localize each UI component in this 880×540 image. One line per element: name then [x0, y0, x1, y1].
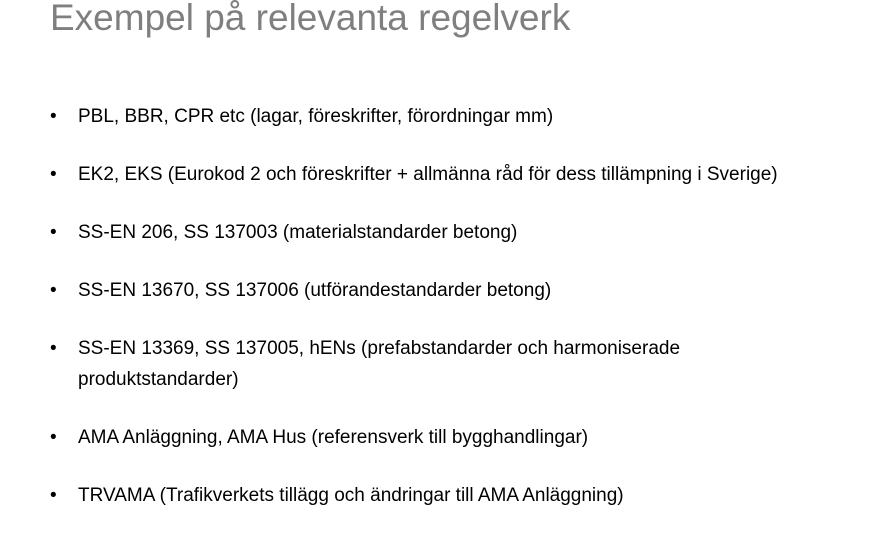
bullet-list [50, 101, 840, 538]
list-item [50, 422, 840, 453]
list-item-text: AMA Anläggning, AMA Hus (referensverk till bygghandlingar) [78, 427, 589, 448]
bullet-icon: • [50, 280, 57, 301]
bullet-icon: • [50, 338, 57, 359]
list-item-text: SS-EN 206, SS 137003 (materialstandarder betong) [78, 222, 518, 243]
bullet-icon: • [50, 222, 57, 243]
bullet-icon: • [50, 427, 57, 448]
bullet-icon: • [50, 485, 57, 506]
list-item-text: EK2, EKS (Eurokod 2 och föreskrifter + allmänna råd för dess tillämpning i Sverige) [78, 164, 778, 185]
bullet-icon: • [50, 164, 57, 185]
list-item-text: SS-EN 13670, SS 137006 (utförandestandarder betong) [78, 280, 552, 301]
list-item [50, 333, 840, 395]
list-item [50, 275, 840, 306]
list-item [50, 101, 840, 132]
bullet-icon: • [50, 106, 57, 127]
list-item-text: TRVAMA (Trafikverkets tillägg och ändringar till AMA Anläggning) [78, 485, 624, 506]
list-item-text: SS-EN 13369, SS 137005, hENs (prefabstandarder och harmoniserade produktstandarder) [78, 338, 681, 390]
list-item [50, 159, 840, 190]
slide-title: Exempel på relevanta regelverk [50, 0, 571, 38]
list-item-text: PBL, BBR, CPR etc (lagar, föreskrifter, förordningar mm) [78, 106, 554, 127]
list-item [50, 217, 840, 248]
list-item [50, 480, 840, 511]
